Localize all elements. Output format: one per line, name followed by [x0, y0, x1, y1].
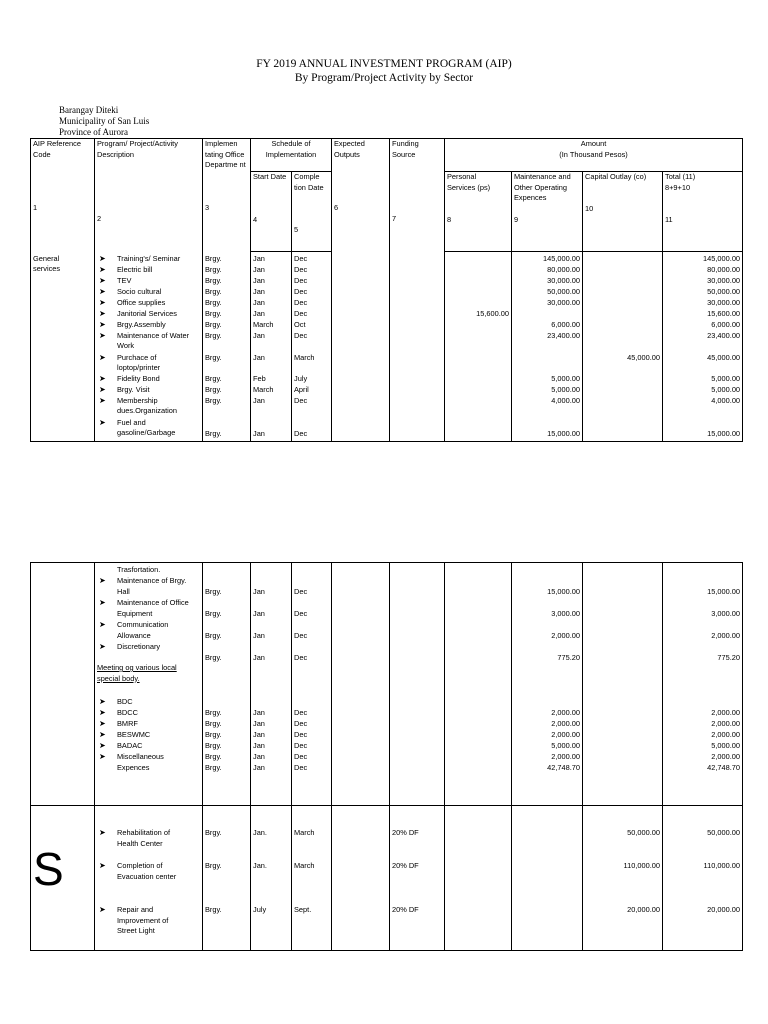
start-cell: Jan [253, 719, 265, 728]
end-cell: Dec [294, 708, 308, 717]
mooe-value: 15,000.00 [547, 587, 580, 596]
program-item [99, 576, 192, 597]
program-item [99, 275, 192, 287]
office-cell: Brgy. [205, 653, 222, 662]
end-list-2 [292, 563, 332, 806]
mooe-value: 2,000.00 [551, 730, 580, 739]
arrow-bullet-icon: ➤ [99, 697, 106, 706]
office-cell: Brgy. [205, 730, 222, 739]
end-cell: Dec [294, 396, 308, 405]
co-value: 45,000.00 [627, 353, 660, 362]
start-cell: Feb [253, 374, 266, 383]
end-cell: Dec [294, 653, 308, 662]
item-label: BADAC [117, 741, 143, 750]
office-cell: Brgy. [205, 319, 222, 329]
total-value: 42,748.70 [707, 763, 740, 772]
general-services-block [31, 252, 743, 442]
end-cell: April [294, 385, 309, 394]
col-ps-header: Personal Services (ps) 8 [445, 172, 512, 252]
item-label: Fidelity Bond [117, 373, 160, 383]
total-value: 775.20 [717, 653, 740, 662]
document-subtitle: By Program/Project Activity by Sector [294, 72, 474, 84]
item-label: BESWMC [117, 730, 151, 739]
arrow-bullet-icon: ➤ [99, 741, 106, 750]
total-value: 15,600.00 [707, 309, 741, 318]
item-label: Socio cultural [117, 286, 162, 296]
start-cell: Jan [253, 730, 265, 739]
item-label: Communication Allowance [117, 620, 169, 640]
end-cell: Dec [294, 763, 308, 772]
program-list-2 [95, 563, 203, 806]
col-mooe-header: Maintenance and Other Operating Expences 9 [512, 172, 583, 252]
item-label: BDC [117, 697, 133, 706]
total-value: 15,000.00 [707, 587, 740, 596]
start-cell: Jan. [253, 861, 267, 870]
aip-code-general-services: General services [31, 252, 95, 442]
program-item [99, 330, 192, 352]
item-label: Janitorial Services [117, 308, 177, 318]
arrow-bullet-icon: ➤ [99, 642, 106, 651]
office-cell: Brgy. [205, 253, 222, 263]
total-value: 3,000.00 [711, 609, 740, 618]
col-aip-ref-header: AIP Reference Code 1 [31, 139, 95, 252]
total-list [663, 252, 743, 442]
end-list [292, 252, 332, 442]
co-value: 20,000.00 [627, 905, 660, 914]
funding-cell: 20% DF [392, 905, 419, 914]
body-item [99, 697, 192, 708]
funding-empty [390, 252, 445, 442]
office-cell: Brgy. [205, 373, 222, 383]
total-list-2 [663, 563, 743, 806]
start-cell: Jan [253, 265, 265, 274]
mooe-list-2 [512, 563, 583, 806]
co-list [583, 252, 663, 442]
total-value: 5,000.00 [711, 385, 741, 394]
program-item [99, 264, 192, 276]
col-funding-header: Funding Source 7 [390, 139, 445, 252]
start-list-2 [251, 563, 292, 806]
office-cell: Brgy. [205, 275, 222, 285]
body-item [99, 752, 192, 763]
arrow-bullet-icon: ➤ [99, 752, 106, 761]
funding-cell: 20% DF [392, 861, 419, 870]
col-start-header: Start Date 4 [251, 172, 292, 252]
office-cell: Brgy. [205, 609, 222, 618]
item-label: BDCC [117, 708, 138, 717]
office-cell: Brgy. [205, 708, 222, 717]
outputs-empty [332, 252, 390, 442]
program-item [99, 384, 192, 396]
end-cell: Dec [294, 429, 308, 438]
barangay-name: Barangay Diteki [59, 105, 119, 115]
total-list-3 [663, 806, 743, 951]
mooe-continuation-block [31, 563, 743, 806]
total-value: 5,000.00 [711, 374, 741, 383]
office-list-2 [203, 563, 251, 806]
project-item [99, 828, 189, 849]
office-cell: Brgy. [205, 905, 222, 914]
arrow-bullet-icon: ➤ [99, 275, 106, 285]
total-value: 2,000.00 [711, 730, 740, 739]
program-list-3 [95, 806, 203, 951]
project-item [99, 905, 189, 937]
aip-table-page2 [30, 562, 743, 951]
start-cell: Jan [253, 752, 265, 761]
mooe-value: 775.20 [557, 653, 580, 662]
mooe-value: 5,000.00 [551, 385, 580, 394]
start-cell: Jan [253, 609, 265, 618]
end-cell: March [294, 861, 315, 870]
start-cell: Jan [253, 653, 265, 662]
funding-list-3 [390, 806, 445, 951]
co-value: 50,000.00 [627, 828, 660, 837]
total-value: 145,000.00 [703, 254, 741, 263]
total-value: 2,000.00 [711, 752, 740, 761]
office-list-3 [203, 806, 251, 951]
item-label: Repair and Improvement of Street Light [117, 905, 169, 936]
project-item [99, 861, 189, 882]
arrow-bullet-icon: ➤ [99, 352, 106, 362]
start-cell: Jan [253, 287, 265, 296]
total-value: 2,000.00 [711, 719, 740, 728]
end-cell: Dec [294, 587, 308, 596]
end-list-3 [292, 806, 332, 951]
mooe-value: 5,000.00 [551, 741, 580, 750]
item-label: Brgy. Visit [117, 384, 150, 394]
start-cell: Jan [253, 254, 265, 263]
program-item [99, 297, 192, 309]
office-cell: Brgy. [205, 631, 222, 640]
arrow-bullet-icon: ➤ [99, 286, 106, 296]
program-item [99, 417, 192, 439]
mooe-value: 145,000.00 [543, 254, 580, 263]
start-cell: Jan [253, 741, 265, 750]
sector-code-s: S [31, 806, 95, 951]
start-cell: Jan [253, 396, 265, 405]
item-label: Office supplies [117, 297, 166, 307]
ps-list [445, 252, 512, 442]
start-cell: Jan [253, 309, 265, 318]
arrow-bullet-icon: ➤ [99, 264, 106, 274]
end-cell: Dec [294, 265, 308, 274]
end-cell: Dec [294, 631, 308, 640]
office-cell: Brgy. [205, 395, 222, 405]
arrow-bullet-icon: ➤ [99, 708, 106, 717]
body-item [99, 708, 192, 719]
total-value: 110,000.00 [703, 861, 740, 870]
start-cell: Jan. [253, 828, 267, 837]
end-cell: Dec [294, 287, 308, 296]
office-cell: Brgy. [205, 330, 222, 340]
arrow-bullet-icon: ➤ [99, 730, 106, 739]
program-list [95, 252, 203, 442]
total-value: 50,000.00 [707, 828, 740, 837]
ps-value: 15,600.00 [476, 309, 509, 318]
program-item [99, 286, 192, 298]
body-item-cont: Expences [117, 763, 150, 772]
program-item [99, 642, 192, 653]
total-value: 80,000.00 [707, 265, 741, 274]
end-cell: Dec [294, 741, 308, 750]
program-item [99, 352, 192, 374]
end-cell: Sept. [294, 905, 312, 914]
start-cell: March [253, 385, 274, 394]
col-amount-header: Amount (In Thousand Pesos) [445, 139, 743, 172]
item-label: BMRF [117, 719, 138, 728]
item-label: Discretionary [117, 642, 161, 651]
col-outputs-header: Expected Outputs 6 [332, 139, 390, 252]
office-cell: Brgy. [205, 861, 222, 870]
item-label: Completion of Evacuation center [117, 861, 177, 881]
office-cell: Brgy. [205, 286, 222, 296]
arrow-bullet-icon: ➤ [99, 719, 106, 728]
arrow-bullet-icon: ➤ [99, 373, 106, 383]
office-cell: Brgy. [205, 828, 222, 837]
funding-cell: 20% DF [392, 828, 419, 837]
item-label: Maintenance of Water Work [117, 330, 190, 351]
item-label: Membership dues.Organization [117, 395, 177, 416]
office-list [203, 252, 251, 442]
arrow-bullet-icon: ➤ [99, 417, 106, 427]
start-cell: Jan [253, 763, 265, 772]
end-cell: Dec [294, 730, 308, 739]
office-cell: Brgy. [205, 752, 222, 761]
arrow-bullet-icon: ➤ [99, 861, 106, 870]
office-cell: Brgy. [205, 719, 222, 728]
end-cell: Dec [294, 719, 308, 728]
arrow-bullet-icon: ➤ [99, 330, 106, 340]
mooe-value: 42,748.70 [547, 763, 580, 772]
arrow-bullet-icon: ➤ [99, 319, 106, 329]
office-cell: Brgy. [205, 264, 222, 274]
office-cell: Brgy. [205, 297, 222, 307]
body-item [99, 730, 192, 741]
start-list-3 [251, 806, 292, 951]
mooe-value: 23,400.00 [547, 331, 580, 340]
arrow-bullet-icon: ➤ [99, 620, 106, 629]
total-value: 4,000.00 [711, 396, 741, 405]
item-label: Maintenance of Office Equipment [117, 598, 189, 618]
item-label: Purchace of loptop/printer [117, 352, 161, 373]
office-cell: Brgy. [205, 763, 222, 772]
mooe-value: 4,000.00 [551, 396, 580, 405]
arrow-bullet-icon: ➤ [99, 905, 106, 914]
col-co-header: Capital Outlay (co) 10 [583, 172, 663, 252]
end-cell: Dec [294, 276, 308, 285]
program-item [99, 319, 192, 331]
item-label: Fuel and gasoline/Garbage [117, 417, 176, 438]
total-value: 2,000.00 [711, 631, 740, 640]
col-implementing-header: Implemen tating Office Departme nt 3 [203, 139, 251, 252]
office-cell: Brgy. [205, 741, 222, 750]
co-value: 110,000.00 [623, 861, 660, 870]
item-label: Rehabilitation of Health Center [117, 828, 171, 848]
program-item [99, 598, 192, 619]
arrow-bullet-icon: ➤ [99, 308, 106, 318]
total-value: 15,000.00 [707, 429, 741, 438]
mooe-value: 5,000.00 [551, 374, 580, 383]
col-total-header: Total (11) 8+9+10 11 [663, 172, 743, 252]
arrow-bullet-icon: ➤ [99, 598, 106, 607]
start-cell: Jan [253, 276, 265, 285]
mooe-value: 30,000.00 [547, 276, 580, 285]
col-program-header: Program/ Project/Activity Description 2 [95, 139, 203, 252]
start-cell: Jan [253, 587, 265, 596]
office-cell: Brgy. [205, 308, 222, 318]
col-completion-header: Comple tion Date 5 [292, 172, 332, 252]
start-cell: July [253, 905, 267, 914]
end-cell: Dec [294, 752, 308, 761]
start-cell: Jan [253, 298, 265, 307]
aip-table-page1 [30, 138, 743, 442]
total-value: 50,000.00 [707, 287, 741, 296]
col-schedule-header: Schedule of Implementation [251, 139, 332, 172]
end-cell: Dec [294, 609, 308, 618]
item-label: Miscellaneous [117, 752, 164, 761]
program-item [99, 253, 192, 265]
office-cell: Brgy. [205, 587, 222, 596]
end-cell: Oct [294, 320, 306, 329]
total-value: 6,000.00 [711, 320, 741, 329]
mooe-value: 2,000.00 [551, 708, 580, 717]
start-cell: Jan [253, 353, 265, 362]
mooe-value: 15,000.00 [547, 429, 580, 438]
end-cell: Dec [294, 298, 308, 307]
co-list-3 [583, 806, 663, 951]
office-cell: Brgy. [205, 428, 222, 438]
arrow-bullet-icon: ➤ [99, 576, 106, 585]
arrow-bullet-icon: ➤ [99, 297, 106, 307]
arrow-bullet-icon: ➤ [99, 828, 106, 837]
end-cell: March [294, 828, 315, 837]
item-label: Training's/ Seminar [117, 253, 181, 263]
office-cell: Brgy. [205, 352, 222, 362]
end-cell: Dec [294, 254, 308, 263]
infrastructure-block [31, 806, 743, 951]
program-item [99, 395, 192, 417]
body-item [99, 741, 192, 752]
body-item [99, 719, 192, 730]
mooe-value: 2,000.00 [551, 631, 580, 640]
total-value: 20,000.00 [707, 905, 740, 914]
mooe-value: 3,000.00 [551, 609, 580, 618]
end-cell: July [294, 374, 308, 383]
start-cell: Jan [253, 429, 265, 438]
document-title: FY 2019 ANNUAL INVESTMENT PROGRAM (AIP) [256, 58, 512, 70]
mooe-value: 2,000.00 [551, 752, 580, 761]
program-item [99, 373, 192, 385]
mooe-value: 2,000.00 [551, 719, 580, 728]
end-cell: March [294, 353, 315, 362]
start-cell: Jan [253, 708, 265, 717]
end-cell: Dec [294, 331, 308, 340]
mooe-value: 30,000.00 [547, 298, 580, 307]
office-cell: Brgy. [205, 384, 222, 394]
mooe-value: 50,000.00 [547, 287, 580, 296]
end-cell: Dec [294, 309, 308, 318]
carry-over-text: Trasfortation. [117, 565, 161, 574]
meeting-label: Meeting og various local special body. [97, 663, 177, 683]
mooe-list [512, 252, 583, 442]
program-item [99, 620, 192, 641]
arrow-bullet-icon: ➤ [99, 384, 106, 394]
province-name: Province of Aurora [59, 127, 128, 137]
total-value: 45,000.00 [707, 353, 741, 362]
item-label: Electric bill [117, 264, 153, 274]
mooe-value: 80,000.00 [547, 265, 580, 274]
start-cell: March [253, 320, 274, 329]
arrow-bullet-icon: ➤ [99, 253, 106, 263]
item-label: Maintenance of Brgy. Hall [117, 576, 187, 596]
arrow-bullet-icon: ➤ [99, 395, 106, 405]
program-item [99, 308, 192, 320]
total-value: 30,000.00 [707, 298, 741, 307]
start-cell: Jan [253, 631, 265, 640]
start-cell: Jan [253, 331, 265, 340]
mooe-value: 6,000.00 [551, 320, 580, 329]
total-value: 30,000.00 [707, 276, 741, 285]
municipality-name: Municipality of San Luis [59, 116, 150, 126]
start-list [251, 252, 292, 442]
item-label: TEV [117, 275, 132, 285]
total-value: 5,000.00 [711, 741, 740, 750]
total-value: 2,000.00 [711, 708, 740, 717]
total-value: 23,400.00 [707, 331, 741, 340]
item-label: Brgy.Assembly [117, 319, 166, 329]
